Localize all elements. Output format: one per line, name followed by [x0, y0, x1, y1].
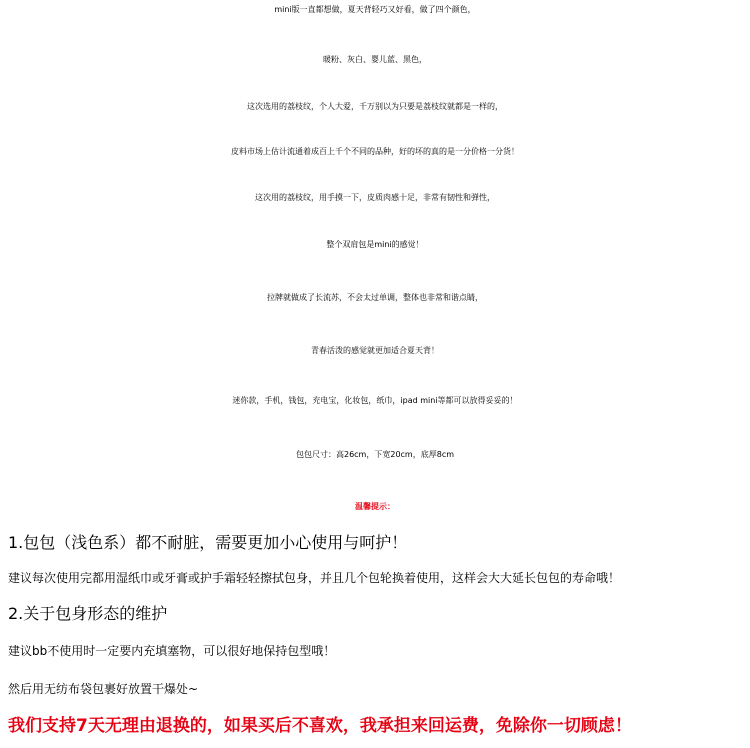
return-guarantee: 我们支持7天无理由退换的，如果买后不喜欢，我承担来回运费，免除你一切顾虑！: [8, 716, 632, 736]
intro-line-2: 暖粉、灰白、婴儿蓝、黑色，: [323, 55, 427, 64]
intro-line-4: 皮料市场上估计流通着成百上千个不同的品种，好的坏的真的是一分价格一分货！: [231, 147, 519, 156]
tip2-body-1: 建议bb不使用时一定要内充填塞物，可以很好地保持包型哦！: [8, 644, 336, 658]
intro-line-6: 整个双肩包是mini的感觉！: [326, 240, 424, 249]
tips-heading: 温馨提示：: [355, 502, 395, 511]
intro-line-3: 这次选用的荔枝纹，个人大爱，千万别以为只要是荔枝纹就都是一样的，: [247, 102, 503, 111]
tip2-title: 2.关于包身形态的维护: [8, 604, 168, 623]
intro-line-9: 迷你款，手机，钱包，充电宝，化妆包，纸巾，ipad mini等都可以放得妥妥的！: [232, 396, 518, 405]
bag-size-line: 包包尺寸：高26cm，下宽20cm，底厚8cm: [295, 450, 455, 459]
tip2-body-2: 然后用无纺布袋包裹好放置干爆处~: [8, 682, 199, 696]
intro-line-7: 拉牌就做成了长流苏，不会太过单调，整体也非常和谐点睛，: [267, 293, 483, 302]
tip1-body: 建议每次使用完都用湿纸巾或牙膏或护手霜轻轻擦拭包身，并且几个包轮换着使用，这样会大大延长包包的寿命哦！: [8, 571, 621, 585]
intro-line-8: 青春活泼的感觉就更加适合夏天背！: [311, 346, 439, 355]
intro-line-5: 这次用的荔枝纹，用手摸一下，皮质肉感十足，非常有韧性和弹性，: [255, 193, 495, 202]
tip1-title: 1.包包（浅色系）都不耐脏，需要更加小心使用与呵护！: [8, 533, 408, 552]
intro-line-1: mini版一直都想做，夏天背轻巧又好看，做了四个颜色，: [274, 5, 476, 14]
